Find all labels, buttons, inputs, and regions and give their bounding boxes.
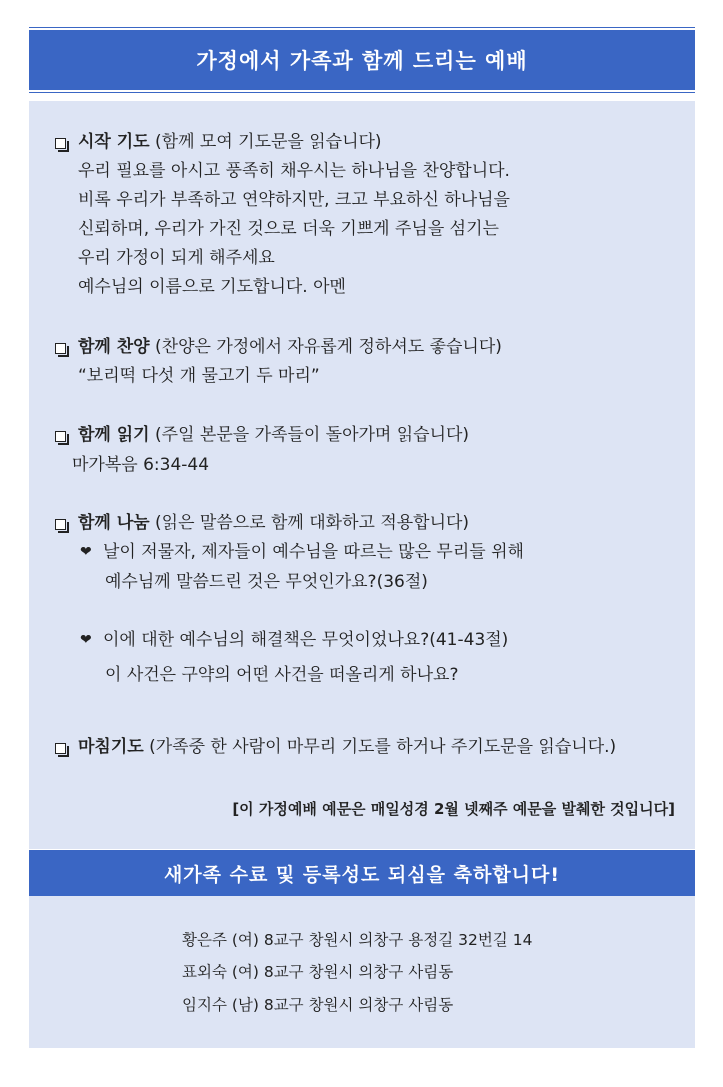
opening-line: 우리 필요를 아시고 풍족히 채우시는 하나님을 찬양합니다.	[78, 161, 510, 181]
opening-line: 우리 가정이 되게 해주세요	[78, 248, 275, 268]
opening-note: (함께 모여 기도문을 읽습니다)	[155, 132, 382, 152]
praise-title: 함께 찬양	[78, 337, 150, 357]
reading-heading	[78, 425, 469, 445]
praise-note: (찬양은 가정에서 자유롭게 정하셔도 좋습니다)	[155, 337, 502, 357]
checkbox-icon	[55, 431, 66, 442]
sharing-heading	[78, 513, 469, 533]
checkbox-icon	[55, 343, 66, 354]
page-title: 가정에서 가족과 함께 드리는 예배	[29, 30, 695, 90]
sharing-question: 이 사건은 구약의 어떤 사건을 떠올리게 하나요?	[105, 665, 459, 685]
sharing-note: (읽은 말씀으로 함께 대화하고 적용합니다)	[155, 513, 470, 533]
heart-icon: ❤	[80, 632, 92, 648]
praise-heading	[78, 337, 502, 357]
praise-song: “보리떡 다섯 개 물고기 두 마리”	[78, 366, 320, 386]
reading-passage: 마가복음 6:34-44	[72, 455, 210, 475]
top-rule	[29, 27, 695, 28]
source-note: [이 가정예배 예문은 매일성경 2월 넷째주 예문을 발췌한 것입니다]	[232, 800, 675, 818]
opening-line: 신뢰하며, 우리가 가진 것으로 더욱 기쁘게 주님을 섬기는	[78, 219, 499, 239]
member-entry: 황은주 (여) 8교구 창원시 의창구 용정길 32번길 14	[182, 931, 533, 949]
reading-note: (주일 본문을 가족들이 돌아가며 읽습니다)	[155, 425, 470, 445]
reading-title: 함께 읽기	[78, 425, 150, 445]
sharing-question: 날이 저물자, 제자들이 예수님을 따르는 많은 무리들 위해	[103, 542, 524, 562]
opening-line: 예수님의 이름으로 기도합니다. 아멘	[78, 277, 346, 297]
checkbox-icon	[55, 519, 66, 530]
sharing-question: 예수님께 말씀드린 것은 무엇인가요?(36절)	[105, 572, 428, 592]
sharing-question: 이에 대한 예수님의 해결책은 무엇이었나요?(41-43절)	[103, 630, 509, 650]
title-rule	[29, 92, 695, 93]
sharing-title: 함께 나눔	[78, 513, 150, 533]
checkbox-icon	[55, 743, 66, 754]
member-entry: 임지수 (남) 8교구 창원시 의창구 사림동	[182, 996, 454, 1014]
closing-title: 마침기도	[78, 737, 144, 757]
registration-title: 새가족 수료 및 등록성도 되심을 축하합니다!	[29, 850, 695, 896]
heart-icon: ❤	[80, 544, 92, 560]
opening-title: 시작 기도	[78, 132, 150, 152]
member-entry: 표외숙 (여) 8교구 창원시 의창구 사림동	[182, 963, 454, 981]
opening-line: 비록 우리가 부족하고 연약하지만, 크고 부요하신 하나님을	[78, 190, 510, 210]
checkbox-icon	[55, 138, 66, 149]
closing-note: (가족중 한 사람이 마무리 기도를 하거나 주기도문을 읽습니다.)	[149, 737, 617, 757]
closing-heading	[78, 737, 616, 757]
opening-heading	[78, 132, 382, 152]
